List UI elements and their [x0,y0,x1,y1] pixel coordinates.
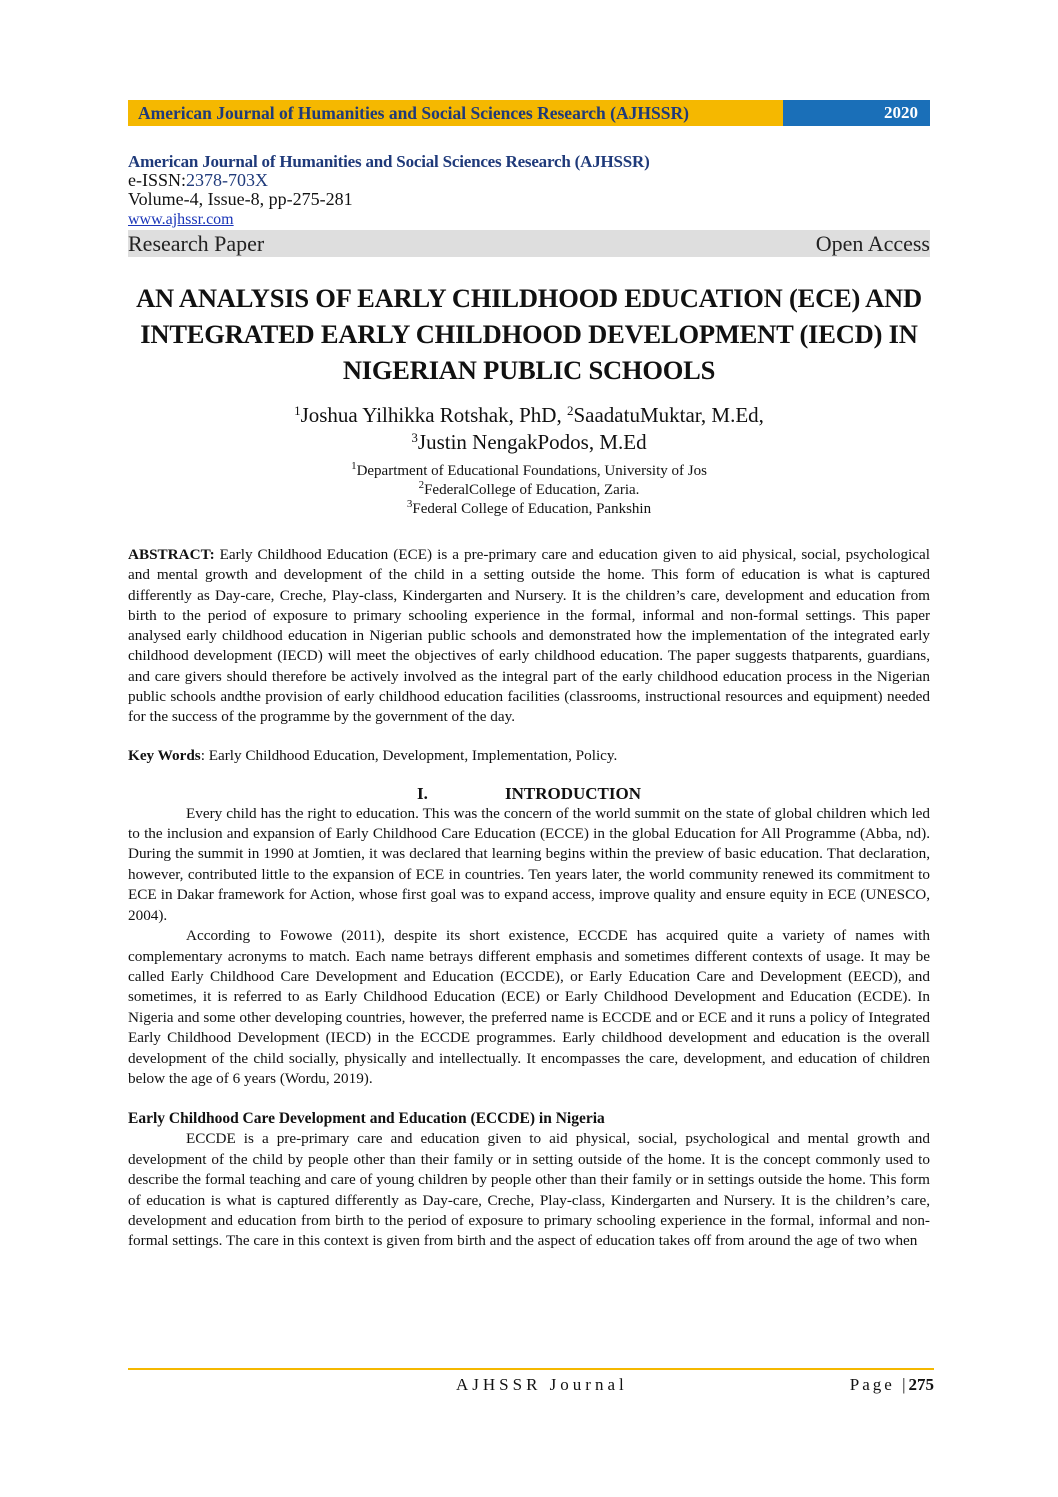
section-heading [128,784,930,804]
affiliation-3-text: Federal College of Education, Pankshin [412,501,652,517]
page [128,100,930,1252]
volume-line: Volume-4, Issue-8, pp-275-281 [128,189,353,209]
keywords [128,746,930,766]
abstract-label: ABSTRACT: [128,546,215,563]
footer-page [850,1373,934,1397]
keywords-text: : Early Childhood Education, Development, Implementation, Policy. [200,746,618,764]
website-line [128,209,930,229]
author-1: Joshua Yilhikka Rotshak, PhD, [300,403,567,427]
paper-type-bar [128,230,930,257]
author-line-1 [128,402,930,429]
affiliation-1-text: Department of Educational Foundations, University of Jos [356,463,707,479]
affiliation-3-marker: 3 [406,497,413,510]
footer-rule [128,1368,934,1370]
author-2: SaadatuMuktar, M.Ed, [573,403,764,427]
running-header-journal: American Journal of Humanities and Social Sciences Research (AJHSSR) [128,100,783,126]
issn-value: 2378-703X [186,170,268,190]
abstract [128,545,930,728]
author-1-marker: 1 [294,402,301,418]
affiliation-1 [128,459,930,481]
paragraph: According to Fowowe (2011), despite its short existence, ECCDE has acquired quite a variety of names with complementary acronyms to match. Each name betrays different emphasis and sometimes different contexts of usage. It may be called Early Childhood Care Development and Education (ECCDE), or Early Education Care and Development (EECD), and sometimes, it is referred to as Early Childhood Education (ECE) or Early Childhood Development and Education (ECDE). In Nigeria and some other developing countries, however, the preferred name is ECCDE and or ECE and it runs a policy of Integrated Early Childhood Development (IECD) in the ECCDE programmes. Early childhood development and education is the overall development of the child socially, physically and intellectually. It encompasses the care, development, and education of children below the age of 6 years (Wordu, 2019). [128,927,930,1087]
footer-page-number: 275 [908,1375,934,1394]
footer-page-label: Page | [849,1375,909,1394]
issn-label: e-ISSN: [128,170,186,190]
author-3: Justin NengakPodos, M.Ed [417,430,647,454]
paper-title: AN ANALYSIS OF EARLY CHILDHOOD EDUCATION (ECE) AND INTEGRATED EARLY CHILDHOOD DEVELOPMENT (IECD) IN NIGERIAN PUBLIC SCHOOLS [136,283,922,385]
running-header-year: 2020 [783,100,930,126]
section-title: INTRODUCTION [504,783,642,803]
journal-name: American Journal of Humanities and Social Sciences Research (AJHSSR) [128,152,650,171]
paper-type: Research Paper [128,231,265,256]
affiliation-2 [128,478,930,500]
affiliation-1-marker: 1 [351,459,357,472]
access-type: Open Access [815,231,930,256]
author-line-2 [128,429,930,456]
affiliation-2-marker: 2 [418,478,425,491]
author-list [128,402,930,456]
journal-meta [128,152,930,257]
paragraph: Every child has the right to education. This was the concern of the world summit on the state of global children which led to the inclusion and expansion of Early Childhood Care Education (ECCE) in the global Education for All Programme (Abba, nd). During the summit in 1990 at Jomtien, it was declared that learning begins within the preview of basic education. That declaration, however, contributed little to the expansion of ECE in countries. Ten years later, the world community renewed its commitment to ECE in Dakar framework for Action, whose first goal was to expand access, improve quality and ensure equity in ECE (UNESCO, 2004). [128,804,930,924]
author-2-marker: 2 [566,402,574,418]
affiliation-list [128,459,930,519]
affiliation-2-text: FederalCollege of Education, Zaria. [424,482,640,498]
paragraph: ECCDE is a pre-primary care and education given to aid physical, social, psychological and mental growth and development of the child by people other than their family or in setting outside of the home. It is the concept commonly used to describe the formal teaching and care of young children by people other than their family or in settings outside the home. This form of education is what is captured differently as Day-care, Creche, Play-class, Kindergarten and Nursery. It is the children’s care, development and education from birth to the period of exposure to primary schooling experience in the formal, informal and non-formal settings. The care in this context is given from birth and the aspect of education takes off from around the age of two when [128,1130,930,1250]
footer-journal: AJHSSR Journal [456,1375,628,1394]
issn-line [128,171,930,190]
abstract-text: Early Childhood Education (ECE) is a pre-primary care and education given to aid physical, social, psychological and mental growth and development of the child in a setting outside the home. This form of education is what is captured differently as Day-care, Creche, Play-class, Kindergarten and Nursery. It is the children’s care, development and education from birth to the period of exposure to primary schooling experience in the formal, informal and non-formal settings. This paper analysed early childhood education in Nigerian public schools and demonstrated how the implementation of the integrated early childhood development (IECD) will meet the objectives of early childhood education. The paper suggests thatparents, guardians, and care givers should therefore be actively involved as the integral part of the early childhood education process in the Nigerian public schools andthe provision of early childhood education facilities (classrooms, instructional resources and equipment) needed for the success of the programme by the government of the day. [128,546,930,726]
author-3-marker: 3 [411,429,418,445]
running-header [128,100,930,126]
affiliation-3 [128,497,930,519]
keywords-label: Key Words [128,746,201,764]
website-link[interactable]: www.ajhssr.com [128,211,234,228]
section-number: I. [416,783,428,803]
subsection-heading: Early Childhood Care Development and Education (ECCDE) in Nigeria [128,1110,605,1128]
